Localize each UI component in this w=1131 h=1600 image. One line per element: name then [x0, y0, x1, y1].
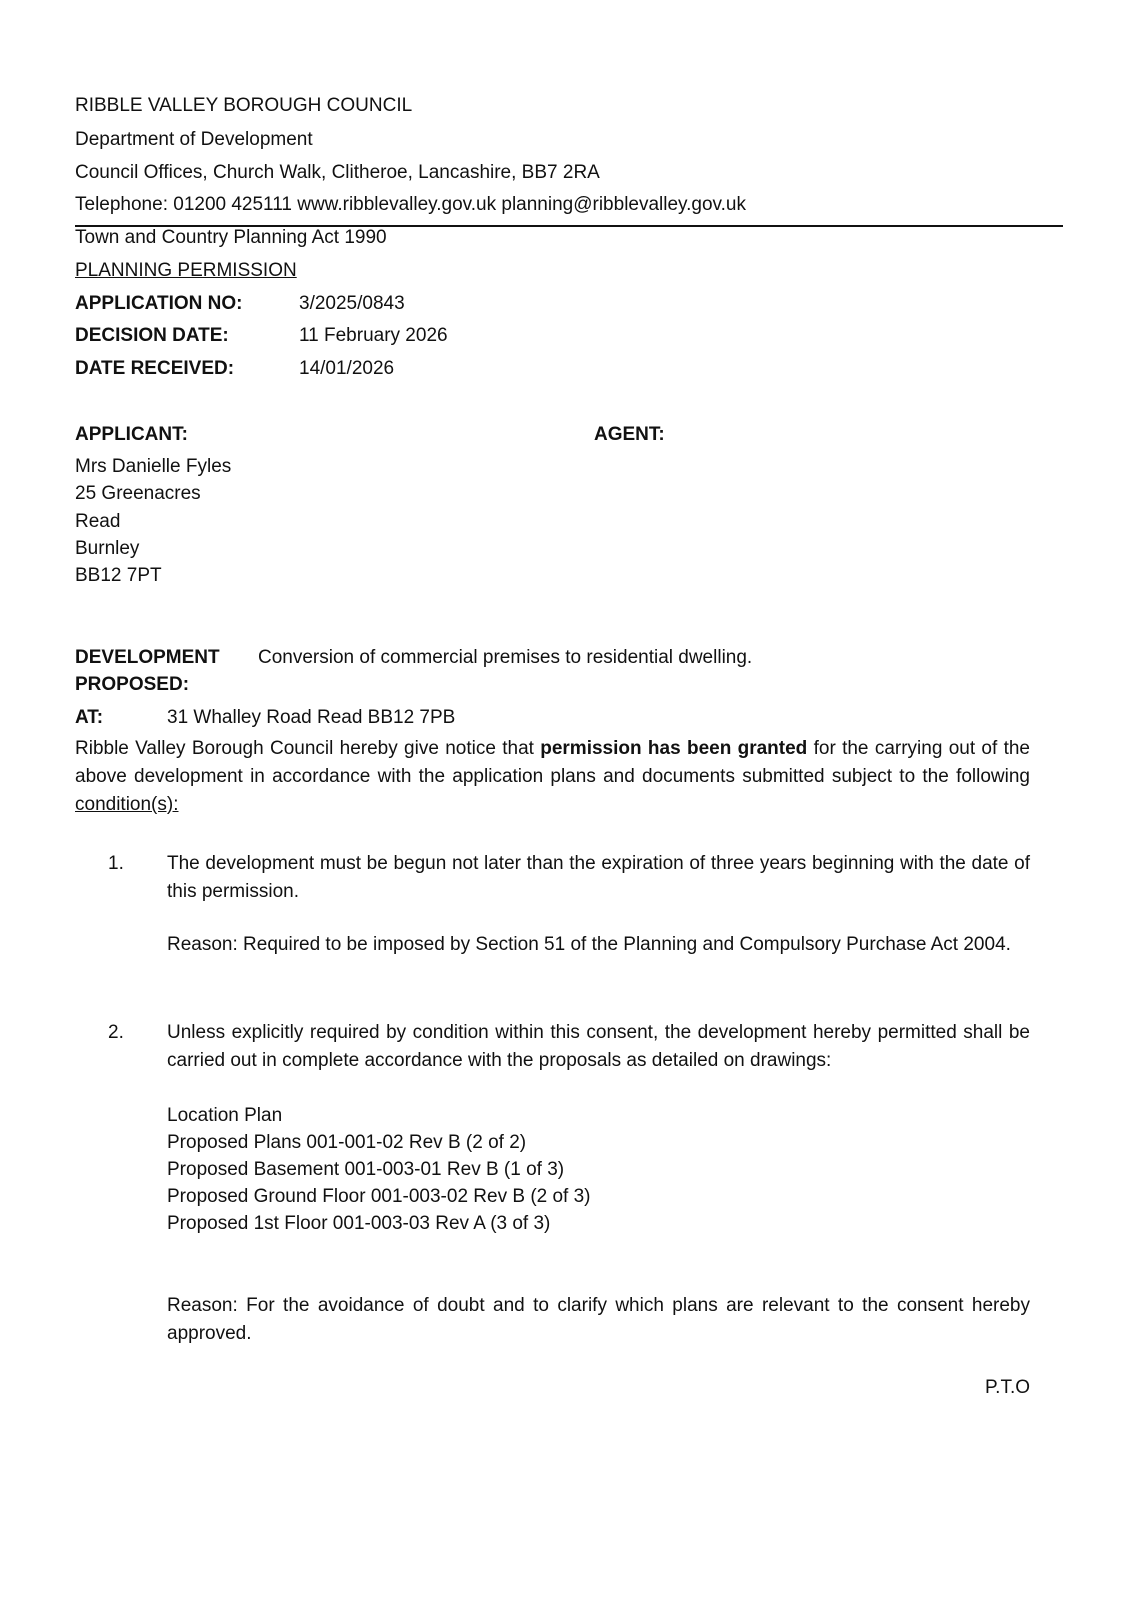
- application-no-label: APPLICATION NO:: [75, 293, 243, 314]
- act-title: Town and Country Planning Act 1990: [75, 227, 387, 248]
- condition-text: Unless explicitly required by condition within this consent, the development hereby permitted shall be carried out in complete accordance with the proposals as detailed on drawings:: [167, 1022, 1030, 1071]
- council-address: Council Offices, Church Walk, Clitheroe, Lancashire, BB7 2RA: [75, 162, 600, 183]
- notice-granted: permission has been granted: [540, 738, 808, 759]
- drawing-item: Location Plan: [167, 1105, 283, 1126]
- applicant-address-line2: Read: [75, 511, 121, 532]
- contact-line: Telephone: 01200 425111 www.ribblevalley.gov.uk planning@ribblevalley.gov.uk: [75, 194, 746, 215]
- drawing-item: Proposed Ground Floor 001-003-02 Rev B (2 of 3): [167, 1186, 591, 1207]
- condition-text: The development must be begun not later than the expiration of three years beginning with the date of this permission.: [167, 853, 1030, 902]
- decision-date-value: 11 February 2026: [299, 325, 448, 346]
- applicant-label: APPLICANT:: [75, 424, 188, 445]
- conditions-reference: condition(s):: [75, 794, 179, 815]
- notice-suffix: for the carrying out of the above development in accordance with the application plans and documents submitted subject to the following: [75, 738, 1030, 787]
- applicant-address-line1: 25 Greenacres: [75, 483, 201, 504]
- document-type: PLANNING PERMISSION: [75, 260, 297, 281]
- drawing-item: Proposed Plans 001-001-02 Rev B (2 of 2): [167, 1132, 527, 1153]
- applicant-postcode: BB12 7PT: [75, 565, 162, 586]
- site-address: 31 Whalley Road Read BB12 7PB: [167, 707, 456, 728]
- drawing-item: Proposed Basement 001-003-01 Rev B (1 of 3): [167, 1159, 565, 1180]
- applicant-name: Mrs Danielle Fyles: [75, 456, 232, 477]
- agent-label: AGENT:: [594, 424, 665, 445]
- decision-date-label: DECISION DATE:: [75, 325, 229, 346]
- date-received-label: DATE RECEIVED:: [75, 358, 235, 379]
- date-received-value: 14/01/2026: [299, 358, 395, 379]
- department-name: Department of Development: [75, 129, 313, 150]
- condition-reason: Reason: For the avoidance of doubt and to clarify which plans are relevant to the consent hereby approved.: [167, 1295, 1030, 1344]
- application-no-value: 3/2025/0843: [299, 293, 405, 314]
- development-label-line2: PROPOSED:: [75, 674, 190, 695]
- permission-notice: [75, 735, 1030, 819]
- page-turn-over: P.T.O: [984, 1377, 1030, 1398]
- council-name: RIBBLE VALLEY BOROUGH COUNCIL: [75, 95, 413, 116]
- condition-reason: Reason: Required to be imposed by Section 51 of the Planning and Compulsory Purchase Act 2004.: [167, 934, 1011, 955]
- notice-prefix: Ribble Valley Borough Council hereby give notice that: [75, 738, 541, 759]
- development-description: Conversion of commercial premises to residential dwelling.: [258, 647, 753, 668]
- condition-number: 1.: [108, 853, 124, 874]
- applicant-address-line3: Burnley: [75, 538, 140, 559]
- drawing-item: Proposed 1st Floor 001-003-03 Rev A (3 of 3): [167, 1213, 551, 1234]
- condition-number: 2.: [108, 1022, 124, 1043]
- site-label: AT:: [75, 707, 104, 728]
- development-label-line1: DEVELOPMENT: [75, 647, 220, 668]
